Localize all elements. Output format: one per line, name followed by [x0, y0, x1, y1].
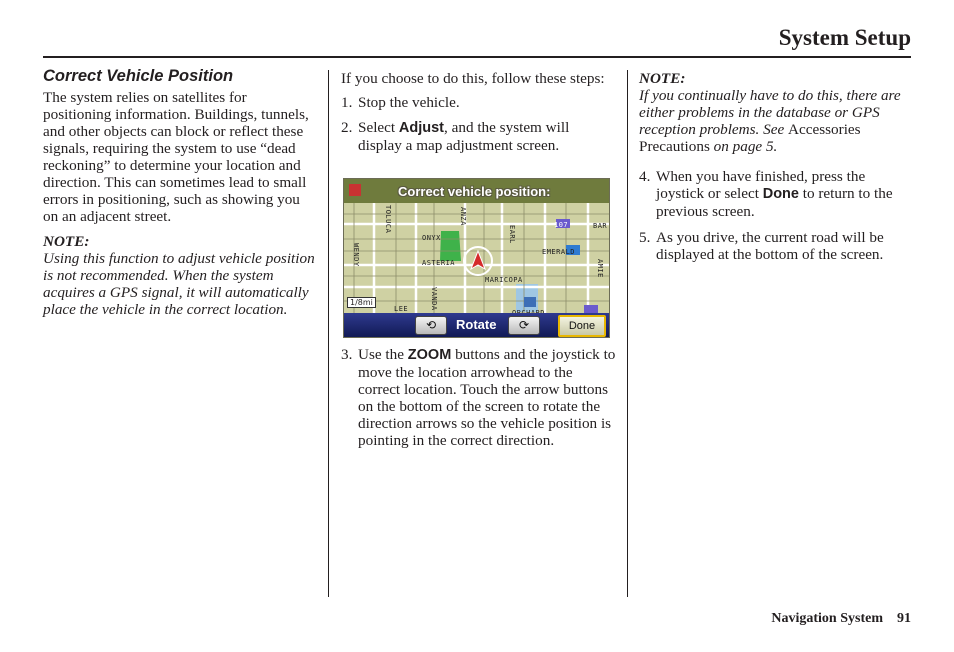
street-label: TOLUCA: [384, 205, 392, 234]
step-5: [639, 229, 911, 263]
step-number: 2.: [341, 119, 353, 136]
step-number: 3.: [341, 346, 353, 363]
street-label: BAR: [593, 222, 608, 230]
note-text: [639, 87, 911, 155]
note-label: NOTE:: [43, 233, 90, 250]
note-text: Using this function to adjust vehicle position is not recommended. When the system acquires a GPS signal, it will automatically place the vehicle in the correct location.: [43, 250, 315, 318]
rotate-label: Rotate: [456, 317, 497, 332]
adjust-keyword: Adjust: [398, 120, 445, 136]
section-heading: Correct Vehicle Position: [43, 67, 234, 85]
street-label: AMIE: [596, 259, 604, 278]
step-number: 1.: [341, 94, 353, 111]
compass-icon: [349, 184, 361, 196]
street-label: ASTERIA: [422, 259, 456, 267]
step-text: [656, 168, 911, 220]
step-text: Stop the vehicle.: [358, 94, 460, 111]
column-divider-2: [627, 70, 628, 597]
street-label: VANDA: [430, 287, 438, 311]
step-text-post: , and the system will display a map adjustment screen.: [358, 119, 570, 154]
step-text: [358, 119, 616, 154]
done-button[interactable]: Done: [558, 315, 606, 337]
street-label: EMERALD: [542, 248, 576, 256]
note-label: NOTE:: [639, 70, 686, 87]
middle-column-lower: [341, 346, 616, 449]
page-number: 91: [897, 611, 911, 626]
step-text-pre: When you have finished, press the joystick or select: [656, 168, 866, 202]
road-shield-label: 107: [554, 221, 569, 229]
step-text: As you drive, the current road will be displayed at the bottom of the screen.: [656, 229, 884, 263]
column-divider-1: [328, 70, 329, 597]
step-number: 4.: [639, 168, 651, 185]
steps-intro: If you choose to do this, follow these steps:: [341, 70, 605, 87]
left-column: [43, 68, 318, 318]
right-column: [639, 70, 911, 263]
map-scale: 1/8mi: [347, 297, 376, 308]
note-text-2: on page 5.: [709, 138, 778, 155]
street-label: WENDY: [352, 243, 360, 267]
map-button-bar: [344, 313, 609, 337]
page-title: System Setup: [778, 25, 911, 50]
step-text: [358, 346, 616, 449]
step-text-post: buttons and the joystick to move the location arrowhead to the correct location. Touch the arrow buttons on the bottom of the screen to rotate the direction arrows so the vehicle position is pointing in the correct direction.: [358, 346, 616, 449]
map-adjustment-screenshot: [343, 178, 610, 338]
step-3: [341, 346, 616, 449]
footer-section-name: Navigation System: [771, 611, 883, 626]
zoom-keyword: ZOOM: [407, 347, 452, 363]
poi-icon: [524, 297, 536, 307]
step-4: [639, 168, 911, 220]
street-label: EARL: [508, 225, 516, 244]
rotate-right-button[interactable]: ⟳: [508, 316, 540, 335]
middle-column: [341, 70, 616, 154]
done-keyword: Done: [762, 186, 799, 202]
poi-icon: [584, 305, 598, 313]
street-label: LEE: [394, 305, 409, 313]
page-footer: [771, 611, 911, 627]
step-number: 5.: [639, 229, 651, 246]
rotate-left-button[interactable]: ⟲: [415, 316, 447, 335]
street-label: MARICOPA: [485, 276, 523, 284]
body-text: The system relies on satellites for positioning information. Buildings, tunnels, and other objects can block or reflect these signals, requiring the system to use “dead reckoning” to determine your location and direction. This can sometimes lead to small errors in positioning, such as showing you on an adjacent street.: [43, 89, 309, 225]
step-text-pre: Select: [358, 119, 399, 136]
street-label: ONYX: [422, 234, 441, 242]
step-1: [341, 94, 616, 111]
step-2: [341, 119, 616, 154]
header-rule: [43, 56, 911, 58]
accessories-precautions-reference: Accessories Precautions: [639, 121, 861, 155]
map-screen-title: Correct vehicle position:: [398, 184, 551, 199]
step-text-pre: Use the: [358, 346, 408, 363]
note-text-1: If you continually have to do this, there are either problems in the database or GPS reception problems. See: [639, 87, 901, 138]
step-text-post: to return to the previous screen.: [656, 185, 893, 220]
street-label: ANZA: [459, 207, 467, 226]
park-area: [440, 231, 461, 261]
